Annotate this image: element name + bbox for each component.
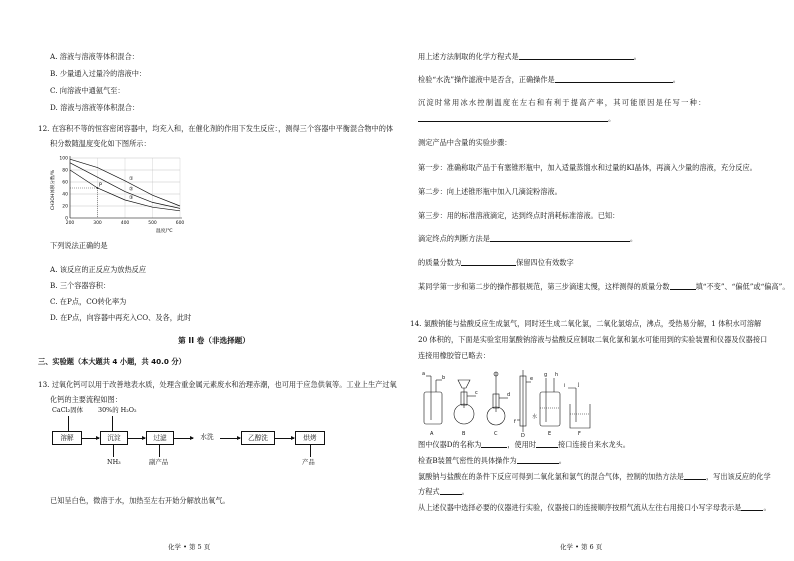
q11-option-b: B. 少量通入过量冷的溶液中： — [50, 69, 147, 78]
apparatus-label-a: A — [430, 431, 434, 437]
q11-option-d: D. 溶液与溶液等体积混合： — [50, 103, 140, 112]
flow-step-dissolve: 溶解 — [52, 431, 82, 445]
q12-chart — [48, 152, 188, 234]
x-tick-label-1: 300 — [93, 221, 102, 226]
answer-blank-4[interactable] — [490, 234, 630, 242]
flow-side-nh3: NH₃ — [107, 458, 121, 466]
flow-line-byproduct — [159, 445, 160, 457]
port-f: f — [514, 419, 516, 425]
apparatus-c — [487, 372, 511, 425]
q14-line7: 方程式 。 — [418, 487, 469, 496]
y-tick-label-1: 20 — [62, 204, 68, 210]
y-tick-label-4: 80 — [62, 168, 68, 174]
q14-line2: 20 体积的，下面是实验室用氯酸钠溶液与盐酸反应制取二氧化氯和氯水可能用到的实验装置和仪器及仪器接口 — [418, 335, 768, 344]
port-e: e — [530, 376, 534, 382]
apparatus-label-d: D — [521, 433, 525, 438]
r-line10-text-b: 填“不变”、“偏低”或“偏高”。 — [695, 282, 790, 291]
answer-blank-11[interactable] — [440, 487, 462, 495]
r-line2-text: 检验“水洗”操作滤液中是否含，正确操作是 — [418, 75, 555, 84]
flow-line-input1 — [68, 416, 69, 431]
left-page — [38, 0, 397, 561]
q14-line7-text: 方程式 — [418, 487, 440, 496]
section3-heading: 三、实验题（本大题共 4 小题，共 40.0 分） — [38, 357, 186, 366]
chart-x-label: 温度/℃ — [156, 229, 173, 234]
flow-line-input2 — [112, 416, 113, 431]
answer-blank-8[interactable] — [536, 440, 558, 448]
r-line9-text-a: 的质量分数为 — [418, 258, 462, 267]
chart-y-label: CH3OH体积分数/% — [51, 169, 56, 210]
flow-step-ethanol-wash: 乙醇洗 — [241, 431, 275, 445]
answer-blank-10[interactable] — [684, 472, 706, 480]
q14-line1: 14. 氯酸钠能与盐酸反应生成氯气，同时还生成二氧化氯，二氧化氯熔点，沸点，受热易分解，1 体积水可溶解 — [410, 319, 762, 328]
q14-line4 — [418, 440, 630, 449]
answer-blank-6[interactable] — [670, 282, 696, 290]
port-c: c — [475, 390, 478, 396]
apparatus-label-c: C — [494, 431, 498, 437]
x-tick-label-4: 600 — [175, 221, 185, 226]
q13-known: 已知呈白色，微溶于水，加热至左右开始分解放出氧气。 — [50, 496, 230, 505]
flow-arrow-2 — [128, 438, 145, 439]
port-i: i — [564, 383, 566, 389]
q12-stem-line1: 12. 在容积不等的恒容密闭容器中，均充入和，在催化剂的作用下发生反应：，测得三个容器中平衡混合物中的体 — [38, 124, 394, 133]
flow-input-h2o2: 30%的 H₂O₂ — [98, 406, 137, 414]
q12-option-d: D. 在P点，向容器中再充入CO、及各，此时 — [50, 313, 192, 322]
y-tick-label-0: 0 — [65, 216, 68, 222]
r-line9 — [418, 258, 574, 267]
port-a: a — [422, 371, 426, 377]
q13-flowchart — [46, 405, 346, 475]
q14-line4-b: ，使用时 — [507, 440, 537, 449]
answer-blank-3[interactable] — [418, 114, 608, 122]
q14-line6: 氯酸钠与盐酸在的条件下反应可得到二氧化氯和氯气的混合气体，控制的加热方法是 ，写出该反应的化学 — [418, 472, 771, 481]
flow-line-nh3 — [113, 445, 114, 457]
flow-line-product — [310, 445, 311, 457]
flow-arrow-3 — [174, 438, 193, 439]
flow-arrow-1 — [82, 438, 99, 439]
apparatus-label-e: E — [548, 431, 552, 437]
apparatus-a — [424, 376, 442, 424]
r-line8-text: 滴定终点的判断方法是 — [418, 234, 490, 243]
r-line7: 第三步：用的标准溶液滴定，达到终点时消耗标准溶液。已知： — [418, 211, 620, 220]
y-tick-label-3: 60 — [62, 180, 68, 186]
q14-line4-a: 图中仪器D的名称为 — [418, 440, 482, 449]
flow-step-filter: 过滤 — [146, 431, 174, 445]
q14-apparatus-figure — [418, 368, 598, 438]
apparatus-label-b: B — [462, 431, 466, 437]
r-line5: 第一步：准确称取产品于有塞锥形瓶中，加入适量蒸馏水和过量的KI晶体，再滴入少量的溶液，充分反应。 — [418, 163, 757, 172]
r-line10 — [418, 282, 790, 291]
q11-option-c: C. 向溶液中通氨气至： — [50, 86, 125, 95]
answer-blank-12[interactable] — [741, 503, 763, 511]
r-line8: 滴定终点的判断方法是 。 — [418, 234, 638, 243]
series-label-1: ① — [129, 175, 134, 182]
chart-ticks — [59, 156, 184, 226]
port-g: g — [544, 372, 548, 378]
y-tick-label-2: 40 — [62, 192, 68, 198]
apparatus-label-f: F — [578, 431, 581, 437]
q12-option-a: A. 该反应的正反应为放热反应 — [50, 265, 147, 274]
q14-line5-text: 检查B装置气密性的具体操作为 — [418, 456, 517, 465]
y-tick-label-5: 100 — [59, 156, 68, 162]
x-tick-label-0: 200 — [65, 221, 75, 226]
series-label-2: ② — [129, 186, 134, 193]
flow-arrow-5 — [275, 438, 294, 439]
q12-stem-line2: 积分数随温度变化如下图所示： — [50, 139, 151, 148]
apparatus-d — [517, 370, 534, 432]
answer-blank-1[interactable] — [519, 52, 634, 60]
q14-line8-text: 从上述仪器中选择必要的仪器进行实验，仪器接口的连接顺序按照气流从左往右用接口小写字母表示是 — [418, 503, 742, 512]
r-line1-text: 用上述方法制取的化学方程式是 — [418, 52, 519, 61]
flow-arrow-4 — [220, 438, 240, 439]
flow-side-byproduct: 副产品 — [149, 458, 169, 466]
q14-line5: 检查B装置气密性的具体操作为 。 — [418, 456, 566, 465]
r-line10-text: 某同学第一步和第二步的操作都很规范，第三步滴速太慢，这样测得的质量分数 — [418, 282, 670, 291]
r-line1: 用上述方法制取的化学方程式是 。 — [418, 52, 641, 61]
q11-option-a: A. 溶液与溶液等体积混合： — [50, 52, 139, 61]
answer-blank-2[interactable] — [555, 75, 673, 83]
r-line3b: 。 — [418, 114, 615, 123]
right-page — [410, 0, 790, 561]
page-footer-left: 化学 • 第 5 页 — [168, 543, 211, 551]
q12-option-c: C. 在P点，CO转化率为 — [50, 297, 127, 306]
q14-line6-text: 氯酸钠与盐酸在的条件下反应可得到二氧化氯和氯气的混合气体，控制的加热方法是 — [418, 472, 684, 481]
apparatus-e — [540, 378, 560, 426]
port-d: d — [507, 392, 511, 398]
q14-line4-c: 接口连接自来水龙头。 — [558, 440, 630, 449]
r-line9-text-b: 保留四位有效数字 — [516, 258, 574, 267]
series-label-3: ③ — [129, 195, 134, 201]
r-line4: 测定产品中含量的实验步骤： — [418, 138, 512, 147]
answer-blank-9[interactable] — [517, 456, 559, 464]
q12-question: 下列说法正确的是 — [50, 241, 108, 250]
x-tick-label-2: 400 — [120, 221, 130, 226]
answer-blank-5[interactable] — [461, 258, 516, 266]
flow-input-cacl2: CaCl₂固体 — [52, 406, 83, 414]
point-p-label: P — [99, 182, 103, 189]
q12-option-b: B. 三个容器容积： — [50, 281, 111, 290]
q13-stem-line2: 化钙的主要流程如图： — [50, 395, 122, 404]
page-footer-right: 化学 • 第 6 页 — [560, 543, 603, 551]
section-title: 第 II 卷（非选择题） — [178, 336, 250, 345]
r-line3: 沉淀时常用冰水控制温度在左右和有利于提高产率，其可能原因是任写一种： — [418, 98, 707, 107]
water-label: 水 — [532, 414, 538, 420]
apparatus-f — [568, 388, 590, 428]
r-line6: 第二步：向上述锥形瓶中加入几滴淀粉溶液。 — [418, 187, 562, 196]
apparatus-b — [454, 380, 476, 424]
flow-step-water-wash: 水洗 — [194, 431, 220, 445]
q14-line8: 从上述仪器中选择必要的仪器进行实验，仪器接口的连接顺序按照气流从左往右用接口小写字母表示是 。 — [418, 503, 771, 512]
answer-blank-7[interactable] — [481, 440, 507, 448]
r-line2: 检验“水洗”操作滤液中是否含，正确操作是 。 — [418, 75, 680, 84]
port-h: h — [555, 372, 559, 378]
q14-line3: 连接用橡胶管已略去： — [418, 351, 490, 360]
q13-stem-line1: 13. 过氧化钙可以用于改善地表水质，处理含重金属元素废水和治理赤潮，也可用于应急供氧等。工业上生产过氧 — [38, 380, 397, 389]
flow-step-bake: 烘烤 — [295, 431, 325, 445]
port-j: j — [578, 382, 580, 388]
port-b: b — [442, 375, 446, 381]
flow-product: 产品 — [302, 458, 315, 466]
x-tick-label-3: 500 — [148, 221, 157, 226]
q14-line6-text-b: 写出该反应的化学 — [713, 472, 771, 481]
flow-step-precipitate: 沉淀 — [100, 431, 128, 445]
